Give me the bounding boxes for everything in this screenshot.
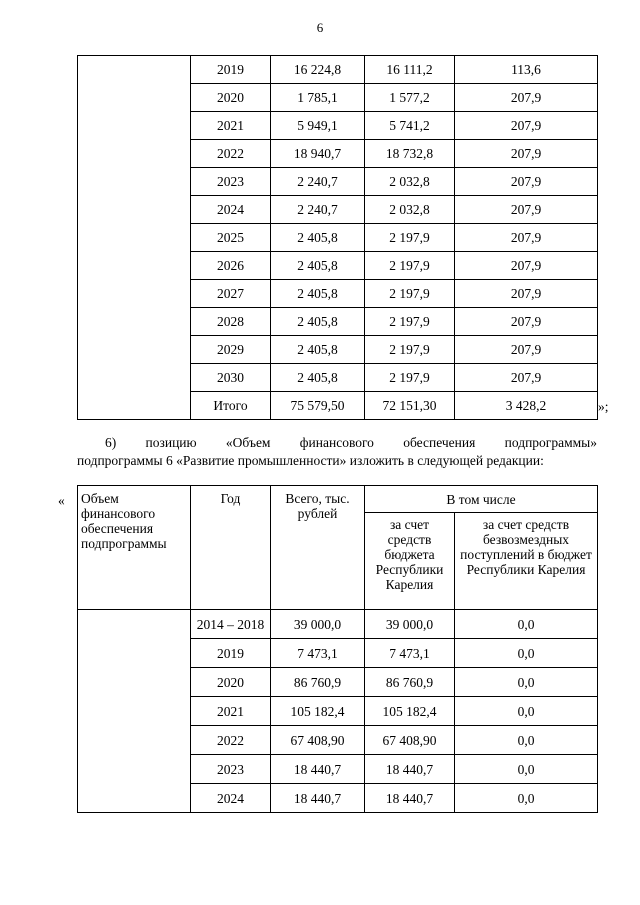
budget-cell: 18 440,7 bbox=[365, 755, 455, 784]
year-cell: 2024 bbox=[191, 196, 271, 224]
budget-cell: 7 473,1 bbox=[365, 639, 455, 668]
total-cell: 75 579,50 bbox=[271, 392, 365, 420]
gratuitous-cell: 113,6 bbox=[455, 56, 598, 84]
year-cell: 2020 bbox=[191, 84, 271, 112]
header-total: Всего, тыс. рублей bbox=[271, 486, 365, 610]
total-cell: 18 440,7 bbox=[271, 784, 365, 813]
total-cell: 1 785,1 bbox=[271, 84, 365, 112]
gratuitous-cell: 207,9 bbox=[455, 196, 598, 224]
total-cell: 2 240,7 bbox=[271, 168, 365, 196]
year-cell: 2014 – 2018 bbox=[191, 610, 271, 639]
opening-quote: « bbox=[58, 493, 65, 508]
year-cell: 2027 bbox=[191, 280, 271, 308]
gratuitous-cell: 0,0 bbox=[455, 784, 598, 813]
budget-cell: 2 032,8 bbox=[365, 168, 455, 196]
total-cell: 2 405,8 bbox=[271, 364, 365, 392]
blank-label-cell bbox=[78, 56, 191, 420]
year-cell: 2030 bbox=[191, 364, 271, 392]
budget-cell: 18 732,8 bbox=[365, 140, 455, 168]
paragraph-line-1: 6) позицию «Объем финансового обеспечения подпрограммы» bbox=[105, 435, 597, 450]
year-cell: 2021 bbox=[191, 697, 271, 726]
funding-table-subprogram-6 bbox=[77, 485, 598, 813]
gratuitous-cell: 0,0 bbox=[455, 668, 598, 697]
gratuitous-cell: 207,9 bbox=[455, 364, 598, 392]
total-cell: 86 760,9 bbox=[271, 668, 365, 697]
budget-cell: 2 197,9 bbox=[365, 336, 455, 364]
budget-cell: 5 741,2 bbox=[365, 112, 455, 140]
year-cell: 2024 bbox=[191, 784, 271, 813]
gratuitous-cell: 207,9 bbox=[455, 224, 598, 252]
header-including: В том числе bbox=[365, 486, 598, 513]
year-cell: 2026 bbox=[191, 252, 271, 280]
page-number: 6 bbox=[316, 20, 324, 35]
header-regional-budget: за счет средств бюджета Республики Карелия bbox=[365, 513, 455, 610]
table-row bbox=[78, 56, 598, 84]
budget-cell: 2 197,9 bbox=[365, 224, 455, 252]
gratuitous-cell: 207,9 bbox=[455, 84, 598, 112]
gratuitous-cell: 207,9 bbox=[455, 140, 598, 168]
total-cell: 16 224,8 bbox=[271, 56, 365, 84]
total-cell: 105 182,4 bbox=[271, 697, 365, 726]
budget-cell: 1 577,2 bbox=[365, 84, 455, 112]
total-cell: 18 940,7 bbox=[271, 140, 365, 168]
header-year: Год bbox=[191, 486, 271, 610]
budget-cell: 39 000,0 bbox=[365, 610, 455, 639]
gratuitous-cell: 207,9 bbox=[455, 280, 598, 308]
total-cell: 7 473,1 bbox=[271, 639, 365, 668]
budget-cell: 16 111,2 bbox=[365, 56, 455, 84]
budget-cell: 2 032,8 bbox=[365, 196, 455, 224]
year-cell: Итого bbox=[191, 392, 271, 420]
budget-cell: 18 440,7 bbox=[365, 784, 455, 813]
year-cell: 2023 bbox=[191, 755, 271, 784]
total-cell: 2 405,8 bbox=[271, 252, 365, 280]
budget-cell: 2 197,9 bbox=[365, 364, 455, 392]
year-cell: 2028 bbox=[191, 308, 271, 336]
total-cell: 67 408,90 bbox=[271, 726, 365, 755]
year-cell: 2029 bbox=[191, 336, 271, 364]
year-cell: 2019 bbox=[191, 56, 271, 84]
year-cell: 2022 bbox=[191, 140, 271, 168]
amendment-paragraph bbox=[77, 434, 597, 470]
total-cell: 2 405,8 bbox=[271, 308, 365, 336]
gratuitous-cell: 0,0 bbox=[455, 755, 598, 784]
total-cell: 2 405,8 bbox=[271, 280, 365, 308]
gratuitous-cell: 3 428,2 bbox=[455, 392, 598, 420]
gratuitous-cell: 0,0 bbox=[455, 639, 598, 668]
budget-cell: 2 197,9 bbox=[365, 308, 455, 336]
total-cell: 2 405,8 bbox=[271, 224, 365, 252]
budget-cell: 72 151,30 bbox=[365, 392, 455, 420]
table-row bbox=[78, 610, 598, 639]
total-cell: 39 000,0 bbox=[271, 610, 365, 639]
gratuitous-cell: 0,0 bbox=[455, 697, 598, 726]
gratuitous-cell: 0,0 bbox=[455, 726, 598, 755]
year-cell: 2019 bbox=[191, 639, 271, 668]
header-gratuitous-receipts: за счет средств безвозмездных поступлений в бюджет Республики Карелия bbox=[455, 513, 598, 610]
total-cell: 5 949,1 bbox=[271, 112, 365, 140]
closing-quote: »; bbox=[598, 399, 609, 414]
total-cell: 18 440,7 bbox=[271, 755, 365, 784]
funding-table-continued bbox=[77, 55, 598, 420]
total-cell: 2 240,7 bbox=[271, 196, 365, 224]
gratuitous-cell: 207,9 bbox=[455, 308, 598, 336]
year-cell: 2022 bbox=[191, 726, 271, 755]
paragraph-line-2: подпрограммы 6 «Развитие промышленности» изложить в следующей редакции: bbox=[77, 453, 544, 468]
gratuitous-cell: 0,0 bbox=[455, 610, 598, 639]
year-cell: 2025 bbox=[191, 224, 271, 252]
budget-cell: 2 197,9 bbox=[365, 280, 455, 308]
blank-label-cell bbox=[78, 610, 191, 813]
budget-cell: 2 197,9 bbox=[365, 252, 455, 280]
budget-cell: 67 408,90 bbox=[365, 726, 455, 755]
gratuitous-cell: 207,9 bbox=[455, 252, 598, 280]
budget-cell: 105 182,4 bbox=[365, 697, 455, 726]
total-cell: 2 405,8 bbox=[271, 336, 365, 364]
gratuitous-cell: 207,9 bbox=[455, 336, 598, 364]
year-cell: 2021 bbox=[191, 112, 271, 140]
year-cell: 2023 bbox=[191, 168, 271, 196]
budget-cell: 86 760,9 bbox=[365, 668, 455, 697]
gratuitous-cell: 207,9 bbox=[455, 168, 598, 196]
year-cell: 2020 bbox=[191, 668, 271, 697]
gratuitous-cell: 207,9 bbox=[455, 112, 598, 140]
subprogram-label: Объем финансового обеспечения подпрограммы bbox=[78, 486, 191, 610]
